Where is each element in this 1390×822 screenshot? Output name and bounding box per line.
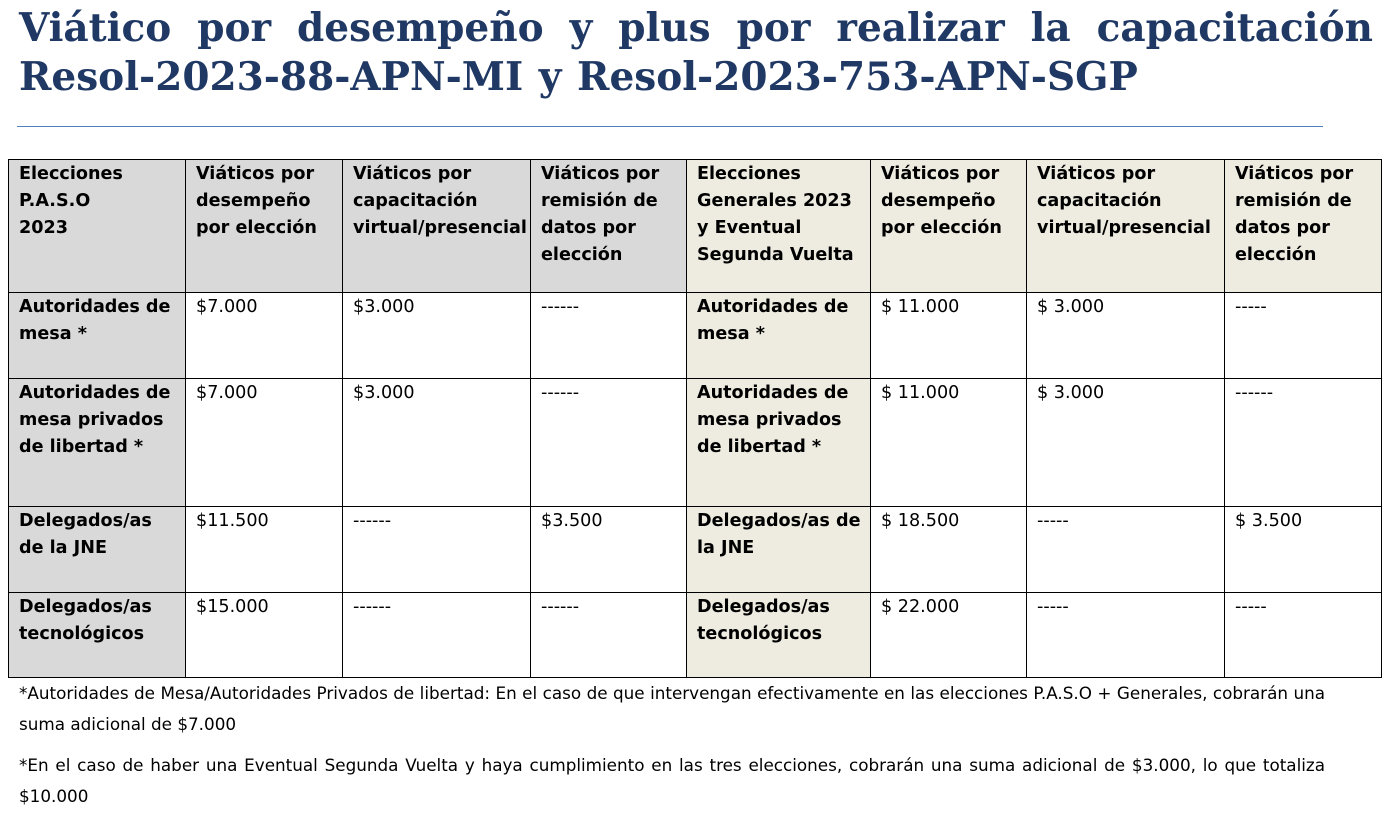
table-cell: ------ (531, 379, 687, 507)
header-generales: Elecciones Generales 2023 y Eventual Segunda Vuelta (687, 160, 871, 293)
table-cell: $ 3.000 (1027, 293, 1225, 379)
table-cell: $3.500 (531, 507, 687, 593)
footnote-segunda-vuelta: *En el caso de haber una Eventual Segunda Vuelta y haya cumplimiento en las tres elecciones, cobrarán una suma adicional de $3.000, lo que totaliza $10.000 (19, 755, 1325, 806)
table-cell: $ 3.500 (1225, 507, 1382, 593)
table-cell: $3.000 (343, 293, 531, 379)
row-label-paso: Autoridades de mesa privados de libertad * (9, 379, 186, 507)
row-label-generales: Autoridades de mesa * (687, 293, 871, 379)
table-cell: $ 18.500 (871, 507, 1027, 593)
table-cell: $ 11.000 (871, 379, 1027, 507)
row-label-generales: Delegados/as de la JNE (687, 507, 871, 593)
footnotes (19, 678, 1325, 822)
table-cell: ------ (1225, 379, 1382, 507)
table-cell: $11.500 (186, 507, 343, 593)
table-cell: ------ (343, 507, 531, 593)
title-divider (17, 126, 1323, 127)
table-cell: $7.000 (186, 293, 343, 379)
table-cell: $15.000 (186, 593, 343, 678)
table-row (9, 507, 1382, 593)
header-paso-desempeno: Viáticos por desempeño por elección (186, 160, 343, 293)
table-cell: ----- (1225, 293, 1382, 379)
viaticos-table (8, 159, 1382, 678)
table-cell: ------ (531, 293, 687, 379)
header-paso: Elecciones P.A.S.O 2023 (9, 160, 186, 293)
header-generales-capacitacion: Viáticos por capacitación virtual/presencial (1027, 160, 1225, 293)
row-label-paso: Delegados/as tecnológicos (9, 593, 186, 678)
table-cell: $ 22.000 (871, 593, 1027, 678)
table-cell: ----- (1027, 507, 1225, 593)
footnote-paso-generales: *Autoridades de Mesa/Autoridades Privados de libertad: En el caso de que intervengan efectivamente en las elecciones P.A.S.O + Generales, cobrarán una suma adicional de $7.000 (19, 683, 1325, 734)
table-cell: $ 3.000 (1027, 379, 1225, 507)
row-label-paso: Delegados/as de la JNE (9, 507, 186, 593)
row-label-generales: Delegados/as tecnológicos (687, 593, 871, 678)
header-generales-desempeno: Viáticos por desempeño por elección (871, 160, 1027, 293)
table-row (9, 593, 1382, 678)
table-cell: $3.000 (343, 379, 531, 507)
table-row (9, 379, 1382, 507)
row-label-generales: Autoridades de mesa privados de libertad * (687, 379, 871, 507)
page-title: Viático por desempeño y plus por realizar la capacitación Resol-2023-88-APN-MI y Resol-2023-753-APN-SGP (19, 5, 1373, 100)
table-cell: $ 11.000 (871, 293, 1027, 379)
table-cell: ----- (1225, 593, 1382, 678)
table-row (9, 293, 1382, 379)
row-label-paso: Autoridades de mesa * (9, 293, 186, 379)
table-cell: ------ (343, 593, 531, 678)
table-cell: $7.000 (186, 379, 343, 507)
table-cell: ----- (1027, 593, 1225, 678)
header-generales-remision: Viáticos por remisión de datos por elección (1225, 160, 1382, 293)
table-cell: ------ (531, 593, 687, 678)
header-paso-capacitacion: Viáticos por capacitación virtual/presencial (343, 160, 531, 293)
table-header-row (9, 160, 1382, 293)
header-paso-remision: Viáticos por remisión de datos por elección (531, 160, 687, 293)
